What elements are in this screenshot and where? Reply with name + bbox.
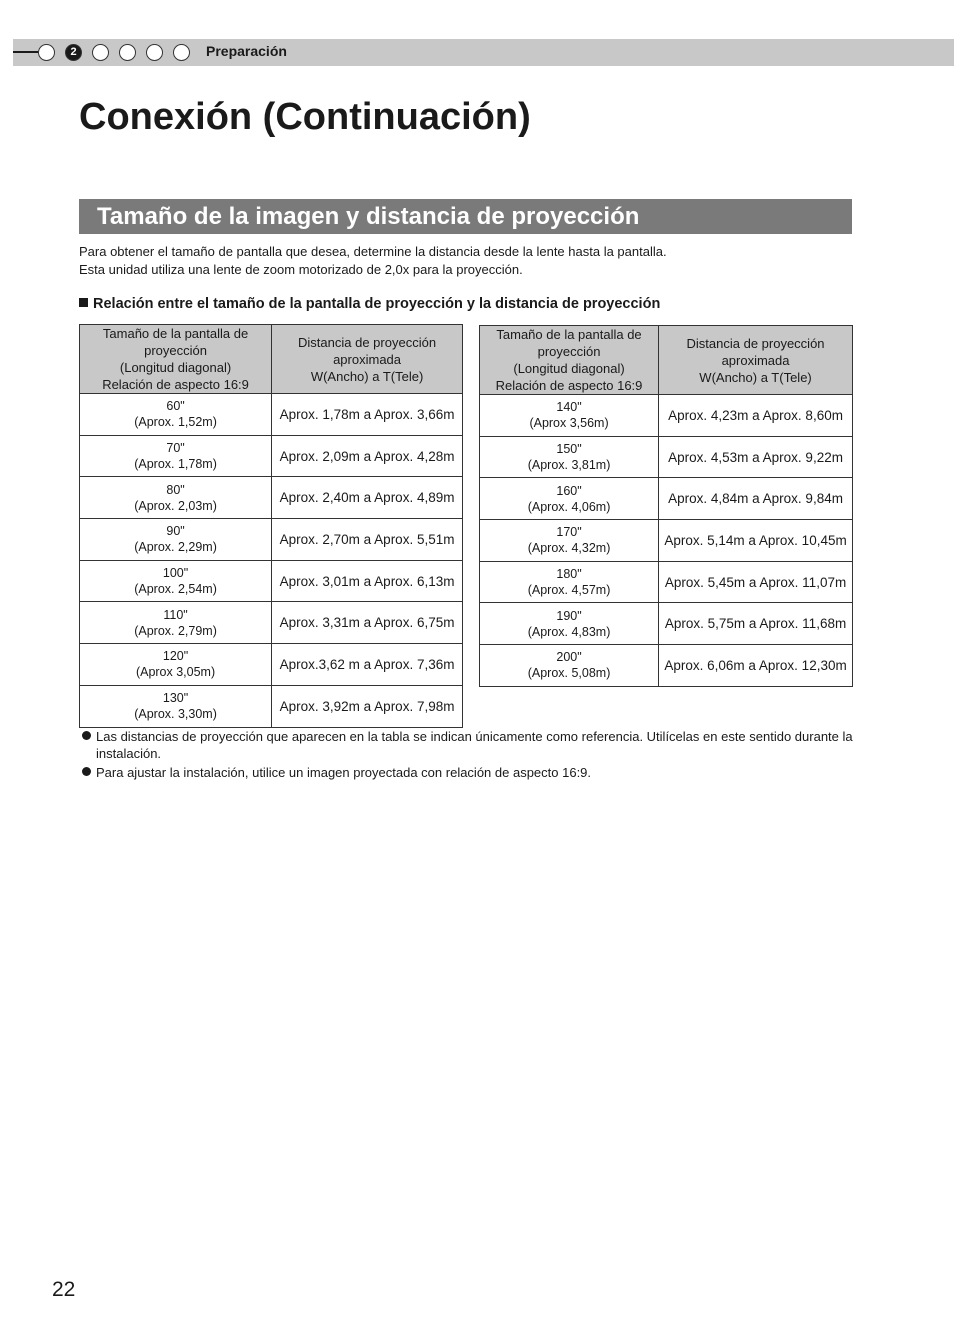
size-meters: (Aprox. 4,57m): [527, 583, 611, 598]
chapter-circle-icon: 2: [65, 44, 82, 61]
cell-distance: Aprox. 3,31m a Aprox. 6,75m: [272, 602, 463, 644]
table-row: [480, 478, 853, 520]
cell-distance: Aprox. 2,09m a Aprox. 4,28m: [272, 435, 463, 477]
cell-distance: Aprox. 1,78m a Aprox. 3,66m: [272, 394, 463, 436]
size-meters: (Aprox. 4,32m): [527, 541, 611, 556]
header-line: Distancia de proyección: [686, 335, 825, 351]
distance-table-right: [479, 325, 853, 687]
note-item: [79, 764, 859, 781]
size-inches: 200": [556, 650, 582, 665]
header-line: aproximada: [333, 351, 402, 367]
size-inches: 90": [166, 524, 185, 539]
section-subheader: Tamaño de la imagen y distancia de proyección: [79, 199, 852, 234]
cell-distance: Aprox.3,62 m a Aprox. 7,36m: [272, 644, 463, 686]
header-line: W(Ancho) a T(Tele): [310, 368, 424, 384]
header-line: Relación de aspecto 16:9: [495, 378, 643, 393]
table-row: [480, 603, 853, 645]
size-meters: (Aprox. 4,83m): [527, 624, 611, 639]
square-bullet-icon: [79, 298, 88, 307]
size-inches: 170": [556, 525, 582, 540]
chapter-indicator: [38, 43, 200, 61]
cell-screen-size: [80, 394, 272, 436]
note-text: Las distancias de proyección que aparecen en la tabla se indican únicamente como referencia. Utilícelas en este sentido durante la instalación.: [96, 729, 853, 761]
header-line: Tamaño de la pantalla de: [496, 327, 642, 342]
size-inches: 160": [556, 483, 582, 498]
bullet-icon: [82, 767, 91, 776]
bullet-icon: [82, 731, 91, 740]
cell-screen-size: [80, 477, 272, 519]
cell-screen-size: [80, 560, 272, 602]
section-label: Preparación: [206, 43, 287, 59]
table-row: [480, 561, 853, 603]
table-row: [80, 602, 463, 644]
size-inches: 100": [162, 566, 189, 581]
header-line: Relación de aspecto 16:9: [102, 377, 249, 392]
notes-list: [79, 728, 859, 783]
page-title: Conexión (Continuación): [79, 96, 531, 138]
table-row: [480, 645, 853, 687]
cell-distance: Aprox. 5,14m a Aprox. 10,45m: [659, 520, 853, 562]
table-row: [80, 560, 463, 602]
size-meters: (Aprox. 4,06m): [527, 499, 611, 514]
size-meters: (Aprox. 2,03m): [134, 498, 217, 513]
chapter-circle-icon: [146, 44, 163, 61]
header-distance: [659, 326, 853, 395]
header-line: (Longitud diagonal): [119, 360, 232, 375]
size-meters: (Aprox 3,56m): [529, 416, 609, 431]
header-line: W(Ancho) a T(Tele): [699, 369, 812, 385]
cell-screen-size: [480, 603, 659, 645]
table-row: [80, 435, 463, 477]
table-heading-text: Relación entre el tamaño de la pantalla de proyección y la distancia de proyección: [93, 296, 661, 312]
note-text: Para ajustar la instalación, utilice un imagen proyectada con relación de aspecto 16:9.: [96, 765, 592, 780]
cell-distance: Aprox. 4,84m a Aprox. 9,84m: [659, 478, 853, 520]
table-row: [480, 436, 853, 478]
note-item: [79, 728, 859, 762]
table-row: [80, 644, 463, 686]
size-meters: (Aprox 3,05m): [135, 665, 216, 680]
size-inches: 120": [162, 649, 189, 664]
table-row: [480, 520, 853, 562]
distance-table-left: [79, 324, 463, 728]
table-heading: [79, 296, 660, 312]
size-inches: 80": [166, 482, 185, 497]
size-meters: (Aprox. 5,08m): [527, 666, 611, 681]
intro-line: Esta unidad utiliza una lente de zoom motorizado de 2,0x para la proyección.: [79, 262, 523, 277]
cell-screen-size: [80, 685, 272, 727]
size-inches: 130": [162, 691, 189, 706]
intro-line: Para obtener el tamaño de pantalla que desea, determine la distancia desde la lente hasta la pantalla.: [79, 244, 667, 259]
cell-distance: Aprox. 5,45m a Aprox. 11,07m: [659, 561, 853, 603]
size-meters: (Aprox. 1,52m): [134, 415, 217, 430]
table-header-row: [480, 326, 853, 395]
intro-text: [79, 243, 667, 279]
size-inches: 140": [556, 400, 582, 415]
cell-distance: Aprox. 2,70m a Aprox. 5,51m: [272, 519, 463, 561]
cell-screen-size: [480, 478, 659, 520]
cell-distance: Aprox. 2,40m a Aprox. 4,89m: [272, 477, 463, 519]
cell-distance: Aprox. 4,53m a Aprox. 9,22m: [659, 436, 853, 478]
size-inches: 70": [166, 441, 185, 456]
table-row: [480, 395, 853, 437]
size-meters: (Aprox. 2,54m): [134, 582, 217, 597]
cell-distance: Aprox. 3,92m a Aprox. 7,98m: [272, 685, 463, 727]
size-inches: 60": [166, 399, 185, 414]
size-meters: (Aprox. 3,81m): [527, 458, 611, 473]
cell-screen-size: [80, 519, 272, 561]
page-number: 22: [52, 1278, 76, 1301]
header-line: (Longitud diagonal): [513, 361, 625, 376]
header-line: Tamaño de la pantalla de: [102, 326, 249, 341]
size-inches: 180": [556, 567, 582, 582]
table-row: [80, 685, 463, 727]
cell-screen-size: [80, 602, 272, 644]
header-distance: [272, 325, 463, 394]
chapter-circle-icon: [173, 44, 190, 61]
header-line: proyección: [537, 344, 601, 359]
cell-screen-size: [480, 395, 659, 437]
header-line: Distancia de proyección: [298, 334, 437, 350]
cell-distance: Aprox. 5,75m a Aprox. 11,68m: [659, 603, 853, 645]
size-inches: 190": [556, 608, 582, 623]
cell-screen-size: [480, 645, 659, 687]
header-line: aproximada: [721, 352, 790, 368]
chapter-circle-icon: [38, 44, 55, 61]
cell-screen-size: [480, 561, 659, 603]
cell-screen-size: [480, 436, 659, 478]
cell-distance: Aprox. 6,06m a Aprox. 12,30m: [659, 645, 853, 687]
header-screen-size: [80, 325, 272, 394]
header-line: proyección: [144, 343, 207, 358]
size-meters: (Aprox. 2,29m): [134, 540, 217, 555]
header-screen-size: [480, 326, 659, 395]
cell-distance: Aprox. 3,01m a Aprox. 6,13m: [272, 560, 463, 602]
size-meters: (Aprox. 3,30m): [134, 707, 217, 722]
size-meters: (Aprox. 1,78m): [134, 457, 217, 472]
size-inches: 150": [556, 442, 582, 457]
cell-screen-size: [480, 520, 659, 562]
cell-screen-size: [80, 435, 272, 477]
table-row: [80, 477, 463, 519]
chapter-circle-icon: [119, 44, 136, 61]
cell-distance: Aprox. 4,23m a Aprox. 8,60m: [659, 395, 853, 437]
table-row: [80, 519, 463, 561]
cell-screen-size: [80, 644, 272, 686]
table-header-row: [80, 325, 463, 394]
size-inches: 110": [163, 607, 188, 622]
size-meters: (Aprox. 2,79m): [134, 623, 217, 638]
table-row: [80, 394, 463, 436]
chapter-circle-icon: [92, 44, 109, 61]
